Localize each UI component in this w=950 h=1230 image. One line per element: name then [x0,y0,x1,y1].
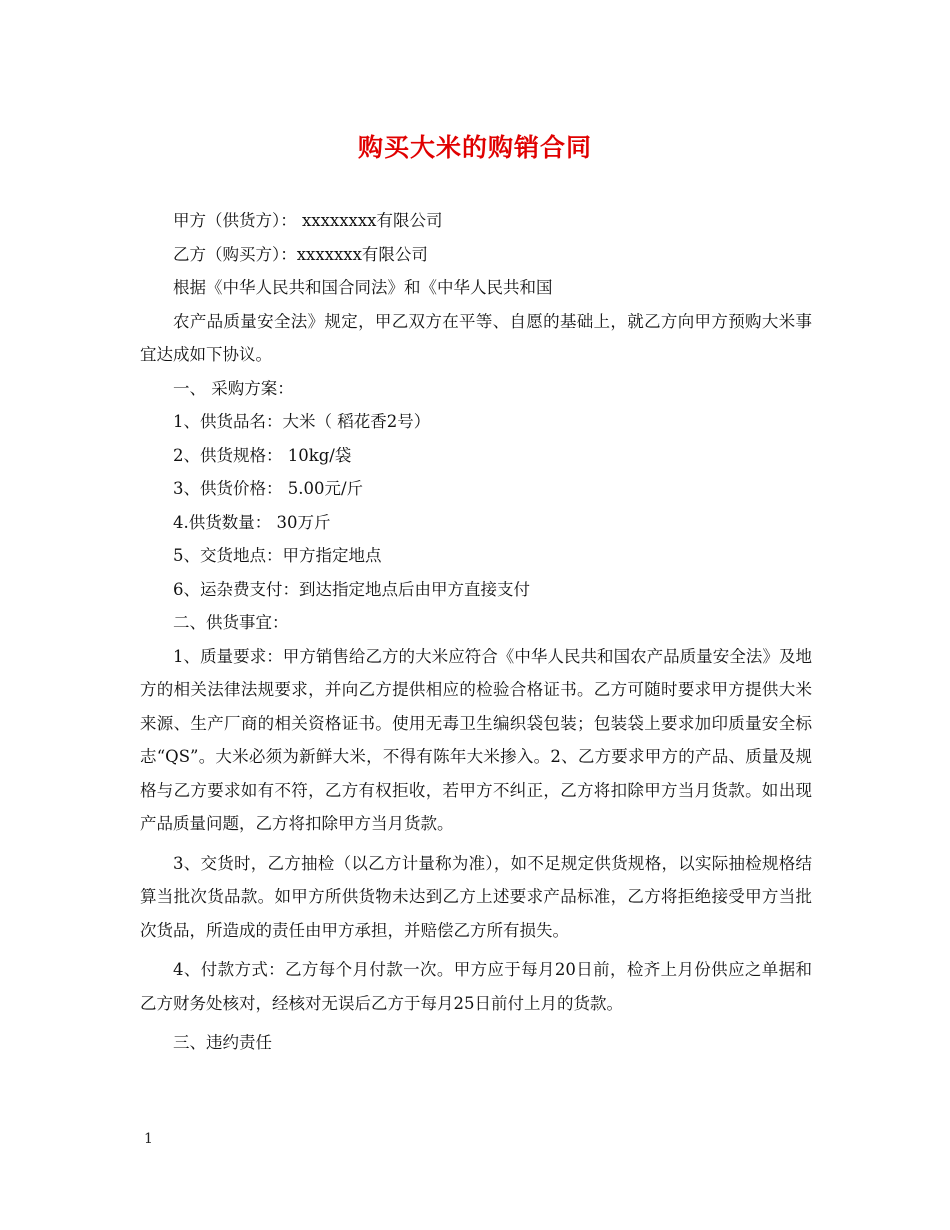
list-item: 3、供货价格： 5.00元/斤 [173,479,364,498]
list-item: 2、供货规格： 10kg/袋 [173,445,352,465]
list-item: 5、交货地点：甲方指定地点 [173,546,382,565]
paragraph-basis-1: 根据《中华人民共和国合同法》和《中华人民共和国 [173,278,553,297]
section-heading-3: 三、违约责任 [173,1033,272,1052]
paragraph-inspection: 3、交货时，乙方抽检（以乙方计量称为准），如不足规定供货规格，以实际抽检规格结算当批次货品款。如甲方所供货物未达到乙方上述要求产品标准，乙方将拒绝接受甲方当批次货品，所造成的责任由甲方承担，并赔偿乙方所有损失。 [140,853,812,940]
paragraph-quality: 1、质量要求：甲方销售给乙方的大米应符合《中华人民共和国农产品质量安全法》及地方的相关法律法规要求，并向乙方提供相应的检验合格证书。乙方可随时要求甲方提供大米来源、生产厂商的相关资格证书。使用无毒卫生编织袋包装；包装袋上要求加印质量安全标志“QS”。大米必须为新鲜大米，不得有陈年大米掺入。2、乙方要求甲方的产品、质量及规格与乙方要求如有不符，乙方有权拒收，若甲方不纠正，乙方将扣除甲方当月货款。如出现产品质量问题，乙方将扣除甲方当月货款。 [140,646,812,833]
paragraph-party-a: 甲方（供货方）： xxxxxxxx有限公司 [173,211,443,230]
paragraph-basis-2: 农产品质量安全法》规定，甲乙双方在平等、自愿的基础上，就乙方向甲方预购大米事宜达成如下协议。 [140,311,812,364]
list-item: 1、供货品名：大米（ 稻花香2号） [173,412,431,431]
paragraph-party-b: 乙方（购买方）：xxxxxxx有限公司 [173,244,428,264]
document-title: 购买大米的购销合同 [357,133,592,162]
page-number: 1 [144,1131,153,1147]
paragraph-payment: 4、付款方式：乙方每个月付款一次。甲方应于每月20日前，检齐上月份供应之单据和乙方财务处核对，经核对无误后乙方于每月25日前付上月的货款。 [140,960,812,1013]
list-item: 6、运杂费支付：到达指定地点后由甲方直接支付 [173,579,530,599]
section-heading-2: 二、供货事宜： [173,613,289,632]
document-body [140,204,812,1060]
list-item: 4.供货数量： 30万斤 [173,512,331,532]
section-heading-1: 一、 采购方案： [173,378,294,398]
